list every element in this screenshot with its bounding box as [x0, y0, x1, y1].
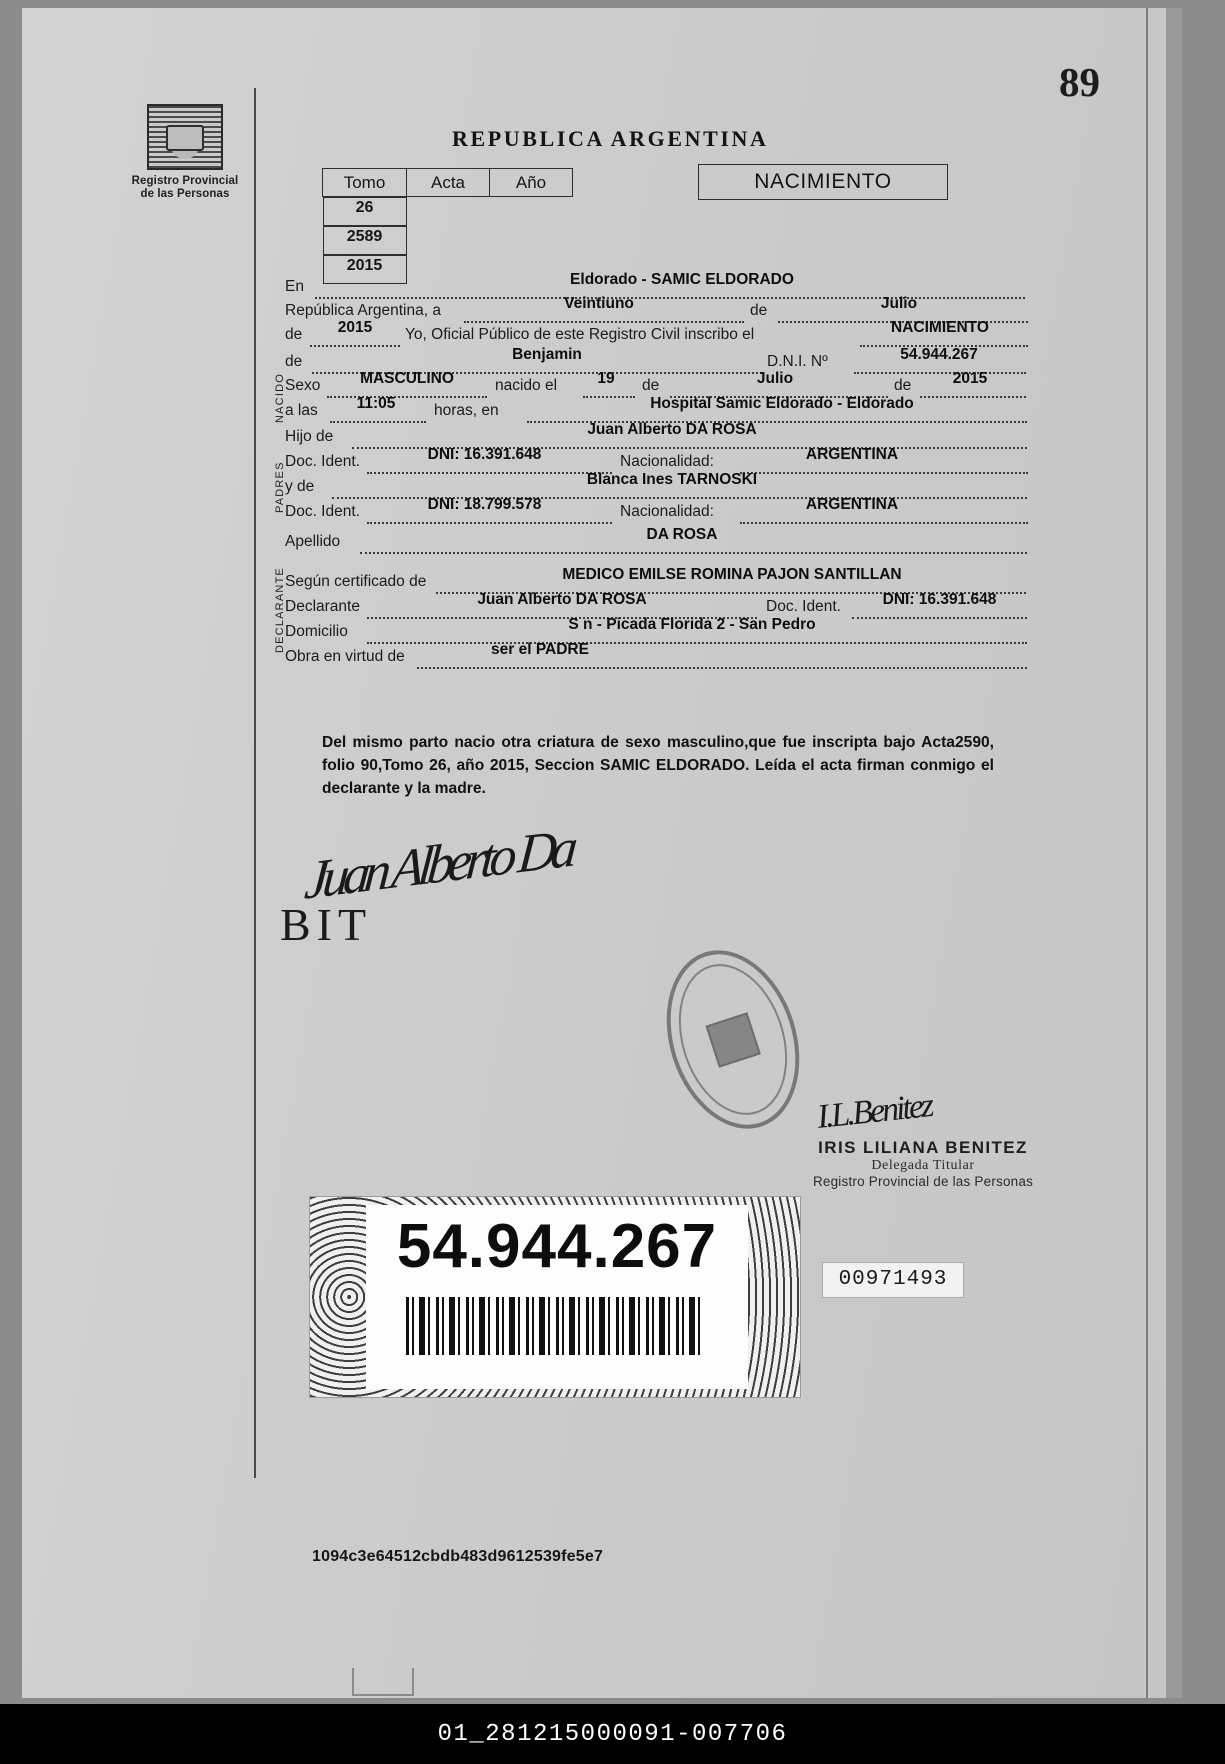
record-type-box: NACIMIENTO [698, 164, 948, 200]
field-label-doc-ident-2: Doc. Ident. [285, 503, 360, 520]
field-label-hijo-de: Hijo de [285, 428, 334, 445]
section-label-declarante: DECLARANTE [274, 567, 286, 653]
field-value-child-dni: 54.944.267 [900, 346, 978, 363]
field-value-birth-month: Julio [756, 370, 794, 387]
field-value-birth-place: Hospital Samic Eldorado - Eldorado [650, 395, 914, 412]
field-value-father-name: Juan Alberto DA ROSA [587, 421, 757, 438]
field-value-declarant-doc: DNI: 16.391.648 [882, 591, 997, 608]
paper-edge-line [1146, 8, 1148, 1698]
field-label-horas-en: horas, en [434, 402, 499, 419]
table-header-tomo: Tomo [323, 169, 407, 197]
scan-identifier: 01_281215000091-007706 [437, 1720, 788, 1748]
field-value-birth-year: 2015 [952, 370, 988, 387]
field-label-nacido-el: nacido el [495, 377, 558, 394]
field-label-republica: República Argentina, a [285, 302, 441, 319]
field-value-surname: DA ROSA [646, 526, 718, 543]
document-hash-code: 1094c3e64512cbdb483d9612539fe5e7 [312, 1548, 604, 1565]
barcode-number: 54.944.267 [396, 1212, 718, 1281]
field-value-mother-name: Blanca Ines TARNOSKI [586, 471, 758, 488]
crest-caption-line2: de las Personas [140, 188, 230, 200]
field-value-day-words: Veintiuno [564, 295, 634, 312]
province-crest-icon [147, 104, 223, 170]
field-label-de-2: de [285, 326, 303, 343]
table-cell-ano: 2015 [323, 255, 407, 284]
field-value-birth-day: 19 [597, 370, 615, 387]
field-label-en: En [285, 278, 304, 295]
section-label-nacido: NACIDO [274, 373, 286, 423]
table-cell-tomo: 26 [323, 197, 407, 226]
table-header-ano: Año [490, 169, 573, 197]
section-label-padres: PADRES [274, 461, 286, 513]
crest-caption-line1: Registro Provincial [131, 175, 239, 187]
declarant-signature: Juan Alberto Da [302, 817, 575, 911]
registry-table [322, 168, 573, 284]
page-title: REPUBLICA ARGENTINA [452, 126, 769, 151]
serial-sticker: 00971493 [822, 1262, 964, 1298]
field-value-month-words: Julio [880, 295, 918, 312]
field-value-place-registered: Eldorado - SAMIC ELDORADO [570, 271, 794, 288]
field-label-a-las: a las [285, 402, 318, 419]
officer-block [798, 1138, 1048, 1189]
field-label-de-3: de [285, 353, 303, 370]
field-value-year: 2015 [337, 319, 373, 336]
document-paper [22, 8, 1182, 1698]
field-label-doc-ident-3: Doc. Ident. [766, 598, 841, 615]
field-label-de-4: de [642, 377, 660, 394]
barcode-label [309, 1196, 801, 1398]
scan-footer-bar [0, 1704, 1225, 1764]
field-label-apellido: Apellido [285, 533, 341, 550]
paper-surface [22, 8, 1182, 1698]
field-label-de-1: de [750, 302, 768, 319]
dotline-15 [417, 666, 1027, 669]
field-value-certificate-by: MEDICO EMILSE ROMINA PAJON SANTILLAN [562, 566, 902, 583]
form-vertical-rule [254, 88, 256, 1478]
field-value-mother-doc: DNI: 18.799.578 [427, 496, 542, 513]
field-label-nacionalidad-2: Nacionalidad: [620, 503, 714, 520]
field-value-declarant-name: Juan Alberto DA ROSA [477, 591, 647, 608]
field-value-obra: ser el PADRE [491, 641, 589, 658]
dotline-10a [367, 521, 612, 524]
dotline-10b [740, 521, 1028, 524]
field-label-nacionalidad-1: Nacionalidad: [620, 453, 714, 470]
field-label-sexo: Sexo [285, 377, 321, 394]
seal-center-emblem-icon [705, 1012, 760, 1067]
barcode-icon [406, 1297, 706, 1355]
officer-signature: I.L.Benitez [815, 1087, 933, 1136]
registry-crest-block [120, 104, 250, 201]
field-value-domicile: S n - Picada Florida 2 - San Pedro [568, 616, 816, 633]
officer-name: IRIS LILIANA BENITEZ [818, 1138, 1028, 1157]
field-label-doc-ident-1: Doc. Ident. [285, 453, 360, 470]
dotline-11 [360, 551, 1027, 554]
dotline-3a [310, 344, 400, 347]
field-label-domicilio: Domicilio [285, 623, 348, 640]
field-label-declarante: Declarante [285, 598, 360, 615]
field-value-sex: MASCULINO [360, 370, 454, 387]
field-label-dni: D.N.I. Nº [767, 353, 828, 370]
paper-bottom-notch [352, 1668, 414, 1696]
dotline-2a [464, 320, 744, 323]
page-number: 89 [1059, 59, 1100, 105]
officer-role: Delegada Titular [871, 1158, 975, 1173]
field-label-obra-en-virtud: Obra en virtud de [285, 648, 405, 665]
field-value-father-nationality: ARGENTINA [805, 446, 899, 463]
officer-organization: Registro Provincial de las Personas [812, 1174, 1034, 1189]
field-value-child-name: Benjamin [512, 346, 582, 363]
field-value-inscribe-type: NACIMIENTO [891, 319, 989, 336]
table-row-headers [323, 169, 573, 197]
field-value-father-doc: DNI: 16.391.648 [427, 446, 542, 463]
field-label-y-de: y de [285, 478, 315, 495]
table-cell-acta: 2589 [323, 226, 407, 255]
field-label-segun-certificado: Según certificado de [285, 573, 427, 590]
table-header-acta: Acta [407, 169, 490, 197]
mother-signature-initials: BIT [280, 899, 373, 950]
field-value-birth-time: 11:05 [356, 395, 396, 412]
field-label-de-5: de [894, 377, 912, 394]
field-value-mother-nationality: ARGENTINA [805, 496, 899, 513]
marginal-note: Del mismo parto nacio otra criatura de sexo masculino,que fue inscripta bajo Acta2590, folio 90,Tomo 26, año 2015, Seccion SAMIC ELDORADO. Leída el acta firman conmigo el declarante y la madre. [322, 734, 994, 797]
field-label-officer-text: Yo, Oficial Público de este Registro Civil inscribo el [405, 326, 755, 343]
dotline-6a [330, 420, 426, 423]
paper-right-edge [1166, 8, 1182, 1698]
